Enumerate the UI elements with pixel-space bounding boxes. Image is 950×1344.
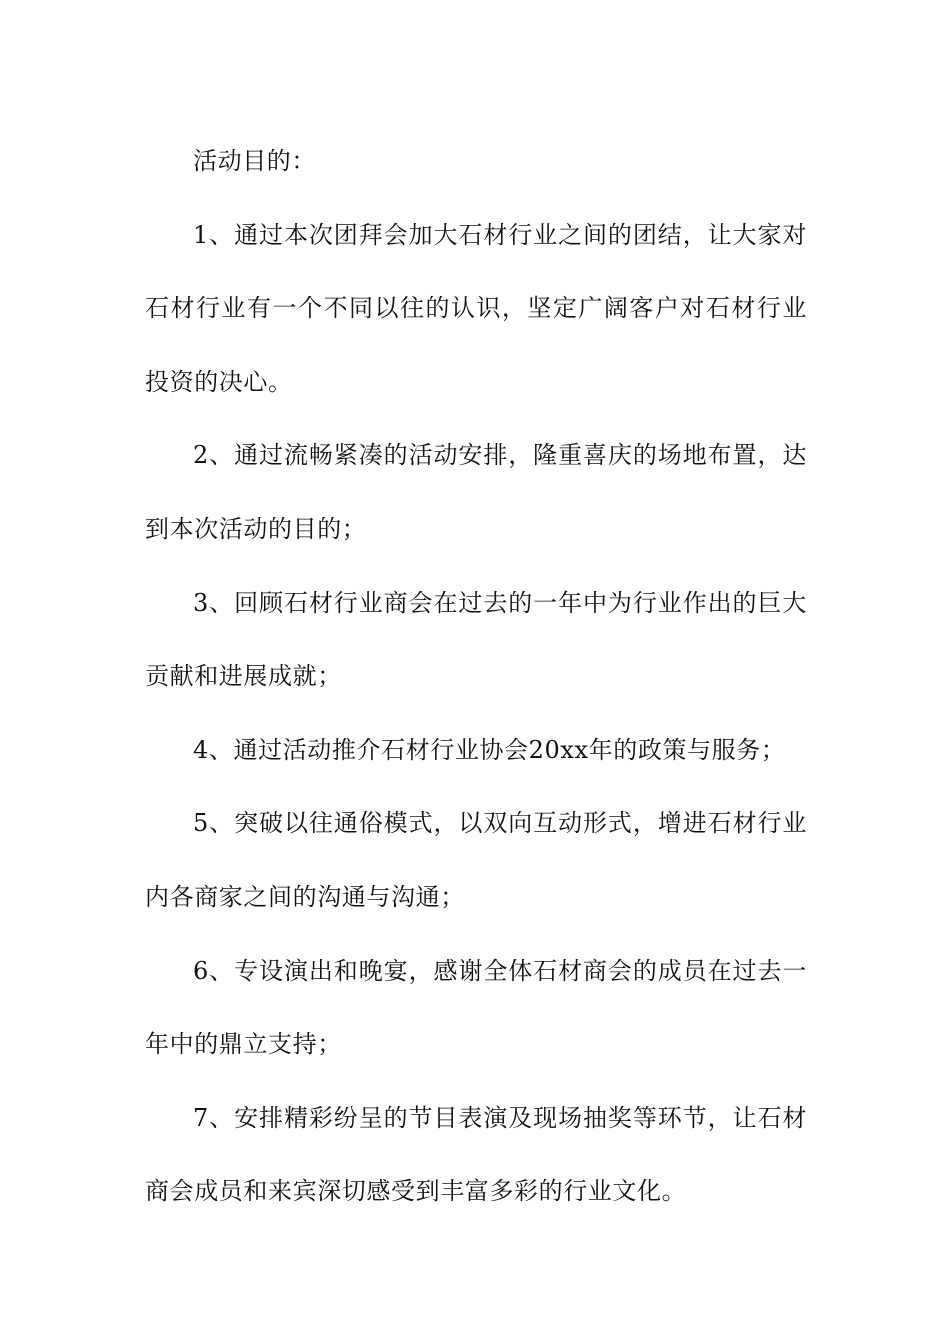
- paragraph-7: 7、安排精彩纷呈的节目表演及现场抽奖等环节，让石材商会成员和来宾深切感受到丰富多彩的行业文化。: [145, 1103, 807, 1206]
- paragraph-4: 4、通过活动推介石材行业协会20xx年的政策与服务；: [193, 735, 786, 764]
- paragraph-3: 3、回顾石材行业商会在过去的一年中为行业作出的巨大贡献和进展成就；: [145, 588, 807, 691]
- paragraph-6: 6、专设演出和晚宴，感谢全体石材商会的成员在过去一年中的鼎立支持；: [145, 956, 807, 1059]
- paragraph-2: 2、通过流畅紧凑的活动安排，隆重喜庆的场地布置，达到本次活动的目的；: [145, 441, 807, 543]
- paragraph-5: 5、突破以往通俗模式，以双向互动形式，增进石材行业内各商家之间的沟通与沟通；: [145, 809, 807, 911]
- section-heading: 活动目的：: [193, 147, 316, 175]
- document-body: [145, 125, 807, 1229]
- paragraph-1: 1、通过本次团拜会加大石材行业之间的团结，让大家对石材行业有一个不同以往的认识，坚定广阔客户对石材行业投资的决心。: [145, 220, 807, 396]
